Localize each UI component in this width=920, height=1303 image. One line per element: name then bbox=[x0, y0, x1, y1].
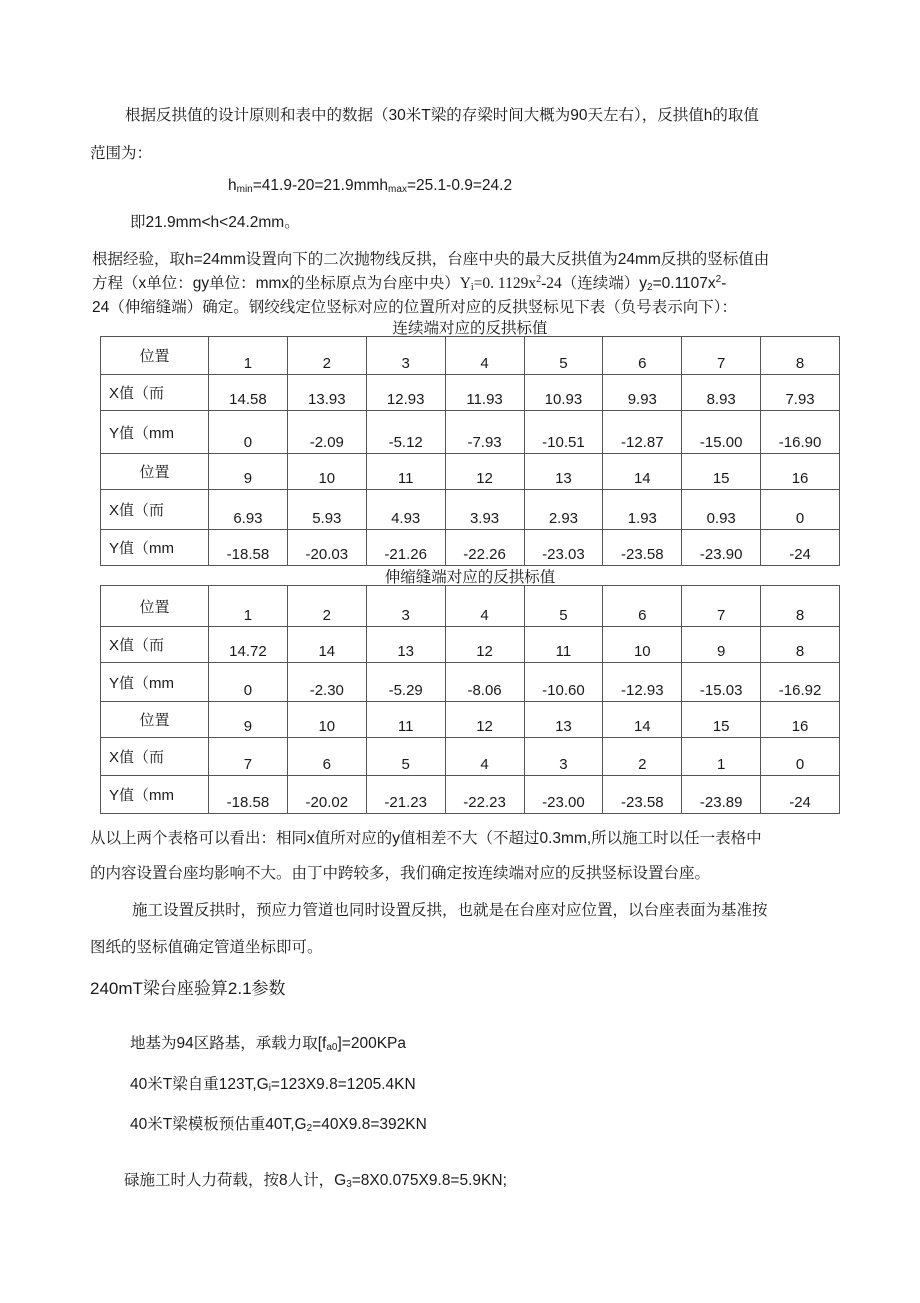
param-text: =40X9.8=392KN bbox=[312, 1116, 427, 1133]
param-text: =123X9.8=1205.4KN bbox=[270, 1076, 416, 1093]
table-row bbox=[101, 490, 840, 530]
table-row bbox=[101, 337, 840, 375]
table-cell: 5 bbox=[366, 738, 445, 776]
paragraph-construction-line1 bbox=[132, 898, 768, 920]
row-label: 位置 bbox=[101, 702, 209, 738]
table-cell: 11 bbox=[366, 702, 445, 738]
paragraph-design-principle-line1 bbox=[125, 103, 759, 125]
table-row bbox=[101, 776, 840, 814]
row-label: Y值（mm bbox=[101, 663, 209, 702]
table-cell: 6 bbox=[603, 586, 682, 627]
table-cell: 1.93 bbox=[603, 490, 682, 530]
table-cell: -2.30 bbox=[287, 663, 366, 702]
table-row bbox=[101, 702, 840, 738]
param-text: 40米T梁自重123T,G bbox=[130, 1076, 269, 1093]
table-cell: 2 bbox=[287, 337, 366, 375]
table-cell: 7.93 bbox=[761, 375, 840, 411]
table-cell: 2.93 bbox=[524, 490, 603, 530]
formula-sub: max bbox=[388, 184, 407, 195]
table-cell: 1 bbox=[682, 738, 761, 776]
table-cell: 8 bbox=[761, 337, 840, 375]
table-cell: 4 bbox=[445, 586, 524, 627]
table-cell: -12.87 bbox=[603, 411, 682, 454]
param-text: 地基为94区路基，承载力取[f bbox=[130, 1035, 327, 1052]
param-text: 40米T梁模板预估重40T,G bbox=[130, 1116, 307, 1133]
table-cell: 6.93 bbox=[209, 490, 288, 530]
table-cell: -5.12 bbox=[366, 411, 445, 454]
table-cell: 14.58 bbox=[209, 375, 288, 411]
table-cell: 13 bbox=[524, 702, 603, 738]
table-cell: 16 bbox=[761, 454, 840, 490]
row-label: Y值（mm bbox=[101, 411, 209, 454]
table-cell: 11.93 bbox=[445, 375, 524, 411]
paragraph-conclusion-line2 bbox=[90, 861, 710, 883]
paragraph-text: 方程（x单位：gy单位：mmx的坐标原点为台座中央） bbox=[92, 275, 460, 292]
table-cell: 9.93 bbox=[603, 375, 682, 411]
table-cell: 3 bbox=[366, 337, 445, 375]
table-cell: -22.26 bbox=[445, 530, 524, 566]
table-cell: 7 bbox=[682, 586, 761, 627]
table-cell: 2 bbox=[287, 586, 366, 627]
equation-part: -24（连续端） bbox=[541, 275, 640, 292]
table-cell: 0 bbox=[209, 411, 288, 454]
table-cell: -24 bbox=[761, 776, 840, 814]
equation-sub: i bbox=[470, 282, 474, 293]
paragraph-text: 施工设置反拱时，预应力管道也同时设置反拱，也就是在台座对应位置，以台座表面为基准按 bbox=[132, 902, 768, 919]
paragraph-text: 即21.9mm<h<24.2mm。 bbox=[130, 214, 300, 231]
paragraph-text: 根据经验，取h=24mm设置向下的二次抛物线反拱，台座中央的最大反拱值为24mm反拱的竖标值由 bbox=[92, 251, 770, 268]
param-text: =8X0.075X9.8=5.9KN; bbox=[351, 1172, 507, 1189]
table-cell: -8.06 bbox=[445, 663, 524, 702]
param-text: 碌施工时人力荷载，按8人计，G bbox=[124, 1172, 347, 1189]
table-cell: 2 bbox=[603, 738, 682, 776]
table-cell: 5 bbox=[524, 337, 603, 375]
table-cell: -22.23 bbox=[445, 776, 524, 814]
row-label: X值（而 bbox=[101, 490, 209, 530]
table-cell: 8 bbox=[761, 586, 840, 627]
table-cell: 11 bbox=[524, 627, 603, 663]
table-cell: -20.02 bbox=[287, 776, 366, 814]
table-cell: 15 bbox=[682, 454, 761, 490]
table-cell: -2.09 bbox=[287, 411, 366, 454]
table-cell: -5.29 bbox=[366, 663, 445, 702]
table-cell: 13 bbox=[524, 454, 603, 490]
table-cell: 9 bbox=[682, 627, 761, 663]
table-cell: 4 bbox=[445, 738, 524, 776]
table-cell: 3.93 bbox=[445, 490, 524, 530]
row-label: 位置 bbox=[101, 454, 209, 490]
table-cell: 1 bbox=[209, 337, 288, 375]
table-cell: -16.90 bbox=[761, 411, 840, 454]
param-beam-weight bbox=[130, 1072, 416, 1094]
table-expansion-joint-end bbox=[100, 585, 840, 814]
equation-sub: 2 bbox=[647, 282, 653, 293]
table-cell: 14.72 bbox=[209, 627, 288, 663]
table-cell: 9 bbox=[209, 454, 288, 490]
row-label: Y值（mm bbox=[101, 530, 209, 566]
table-cell: -20.03 bbox=[287, 530, 366, 566]
table-cell: -18.58 bbox=[209, 776, 288, 814]
table-cell: 8 bbox=[761, 627, 840, 663]
paragraph-range bbox=[130, 210, 300, 232]
param-sub: 3 bbox=[346, 1179, 352, 1190]
table-cell: 14 bbox=[287, 627, 366, 663]
row-label: 位置 bbox=[101, 586, 209, 627]
table-row bbox=[101, 663, 840, 702]
table-cell: 8.93 bbox=[682, 375, 761, 411]
table-cell: 10 bbox=[603, 627, 682, 663]
table-cell: 0.93 bbox=[682, 490, 761, 530]
table-cell: 1 bbox=[209, 586, 288, 627]
formula-part: =41.9-20=21.9mmh bbox=[252, 177, 389, 194]
row-label: X值（而 bbox=[101, 627, 209, 663]
paragraph-text: 从以上两个表格可以看出：相同x值所对应的y值相差不大（不超过0.3mm,所以施工时以任一表格中 bbox=[90, 830, 762, 847]
table-cell: 6 bbox=[603, 337, 682, 375]
table-cell: -16.92 bbox=[761, 663, 840, 702]
table-cell: 13 bbox=[366, 627, 445, 663]
equation-sup: 2 bbox=[715, 274, 722, 285]
table-cell: 5.93 bbox=[287, 490, 366, 530]
table-cell: -23.58 bbox=[603, 530, 682, 566]
table-cell: -23.03 bbox=[524, 530, 603, 566]
formula-sub: min bbox=[236, 184, 253, 195]
equation-part: Y bbox=[459, 275, 471, 292]
table-cell: -21.26 bbox=[366, 530, 445, 566]
table-cell: 14 bbox=[603, 454, 682, 490]
table-cell: 5 bbox=[524, 586, 603, 627]
equation-part: - bbox=[721, 275, 727, 292]
table-row bbox=[101, 375, 840, 411]
equation-part: y bbox=[639, 275, 648, 292]
paragraph-experience-line2 bbox=[92, 271, 726, 293]
table-cell: 15 bbox=[682, 702, 761, 738]
table-cell: 12 bbox=[445, 454, 524, 490]
table-cell: 11 bbox=[366, 454, 445, 490]
paragraph-text: 范围为： bbox=[90, 145, 153, 162]
table-cell: 12 bbox=[445, 627, 524, 663]
param-text: ]=200KPa bbox=[337, 1035, 407, 1052]
table-cell: -15.00 bbox=[682, 411, 761, 454]
formula-part: =25.1-0.9=24.2 bbox=[406, 177, 513, 194]
param-sub: 2 bbox=[306, 1123, 313, 1134]
table-cell: 12.93 bbox=[366, 375, 445, 411]
table-row bbox=[101, 530, 840, 566]
table-row bbox=[101, 454, 840, 490]
param-sub: a0 bbox=[326, 1042, 338, 1053]
param-formwork-weight bbox=[130, 1112, 427, 1134]
table-cell: 10 bbox=[287, 454, 366, 490]
table-cell: 12 bbox=[445, 702, 524, 738]
table-cell: 0 bbox=[209, 663, 288, 702]
table-cell: 6 bbox=[287, 738, 366, 776]
table-cell: 3 bbox=[524, 738, 603, 776]
paragraph-construction-line2 bbox=[90, 935, 323, 957]
table-row bbox=[101, 411, 840, 454]
table-row bbox=[101, 586, 840, 627]
table-cell: 7 bbox=[209, 738, 288, 776]
table-cell: -24 bbox=[761, 530, 840, 566]
table-cell: 4.93 bbox=[366, 490, 445, 530]
table-cell: 0 bbox=[761, 490, 840, 530]
table-cell: 16 bbox=[761, 702, 840, 738]
param-sub: i bbox=[268, 1083, 271, 1094]
formula-part: h bbox=[228, 177, 237, 194]
table-cell: -23.58 bbox=[603, 776, 682, 814]
table-cell: -18.58 bbox=[209, 530, 288, 566]
formula-h-range bbox=[228, 177, 512, 195]
table1-caption: 连续端对应的反拱标值 bbox=[392, 320, 548, 337]
table-cell: -15.03 bbox=[682, 663, 761, 702]
row-label: X值（而 bbox=[101, 375, 209, 411]
table-cell: 4 bbox=[445, 337, 524, 375]
table2-caption: 伸缩缝端对应的反拱标值 bbox=[384, 569, 556, 586]
table-cell: -10.60 bbox=[524, 663, 603, 702]
paragraph-text: 24（伸缩缝端）确定。钢绞线定位竖标对应的位置所对应的反拱竖标见下表（负号表示向下）： bbox=[92, 299, 737, 316]
table-cell: 7 bbox=[682, 337, 761, 375]
paragraph-experience-line3 bbox=[92, 295, 737, 317]
row-label: Y值（mm bbox=[101, 776, 209, 814]
equation-sup: 2 bbox=[536, 274, 542, 285]
table-row bbox=[101, 627, 840, 663]
section-heading: 240mT梁台座验算2.1参数 bbox=[90, 979, 286, 998]
table-cell: -7.93 bbox=[445, 411, 524, 454]
row-label: 位置 bbox=[101, 337, 209, 375]
table-cell: -23.89 bbox=[682, 776, 761, 814]
paragraph-experience-line1 bbox=[92, 247, 769, 269]
paragraph-text: 的内容设置台座均影响不大。由丁中跨较多，我们确定按连续端对应的反拱竖标设置台座。 bbox=[90, 865, 711, 882]
param-foundation bbox=[130, 1031, 406, 1053]
paragraph-conclusion-line1 bbox=[90, 826, 762, 848]
equation-part: =0.1107x bbox=[652, 275, 716, 292]
table-cell: -23.00 bbox=[524, 776, 603, 814]
table-cell: -10.51 bbox=[524, 411, 603, 454]
table-row bbox=[101, 738, 840, 776]
table-continuous-end bbox=[100, 336, 840, 566]
table-cell: 10 bbox=[287, 702, 366, 738]
paragraph-text: 根据反拱值的设计原则和表中的数据（30米T梁的存梁时间大概为90天左右），反拱值h的取值 bbox=[125, 107, 759, 124]
table-cell: 0 bbox=[761, 738, 840, 776]
table-cell: 14 bbox=[603, 702, 682, 738]
param-human-load bbox=[124, 1168, 507, 1190]
table-cell: -23.90 bbox=[682, 530, 761, 566]
table-cell: 3 bbox=[366, 586, 445, 627]
table-cell: 10.93 bbox=[524, 375, 603, 411]
paragraph-text: 图纸的竖标值确定管道坐标即可。 bbox=[90, 939, 323, 956]
row-label: X值（而 bbox=[101, 738, 209, 776]
table-cell: 9 bbox=[209, 702, 288, 738]
equation-part: =0. 1129x bbox=[473, 275, 537, 292]
table-cell: 13.93 bbox=[287, 375, 366, 411]
paragraph-design-principle-line2 bbox=[90, 141, 152, 163]
table-cell: -12.93 bbox=[603, 663, 682, 702]
table-cell: -21.23 bbox=[366, 776, 445, 814]
